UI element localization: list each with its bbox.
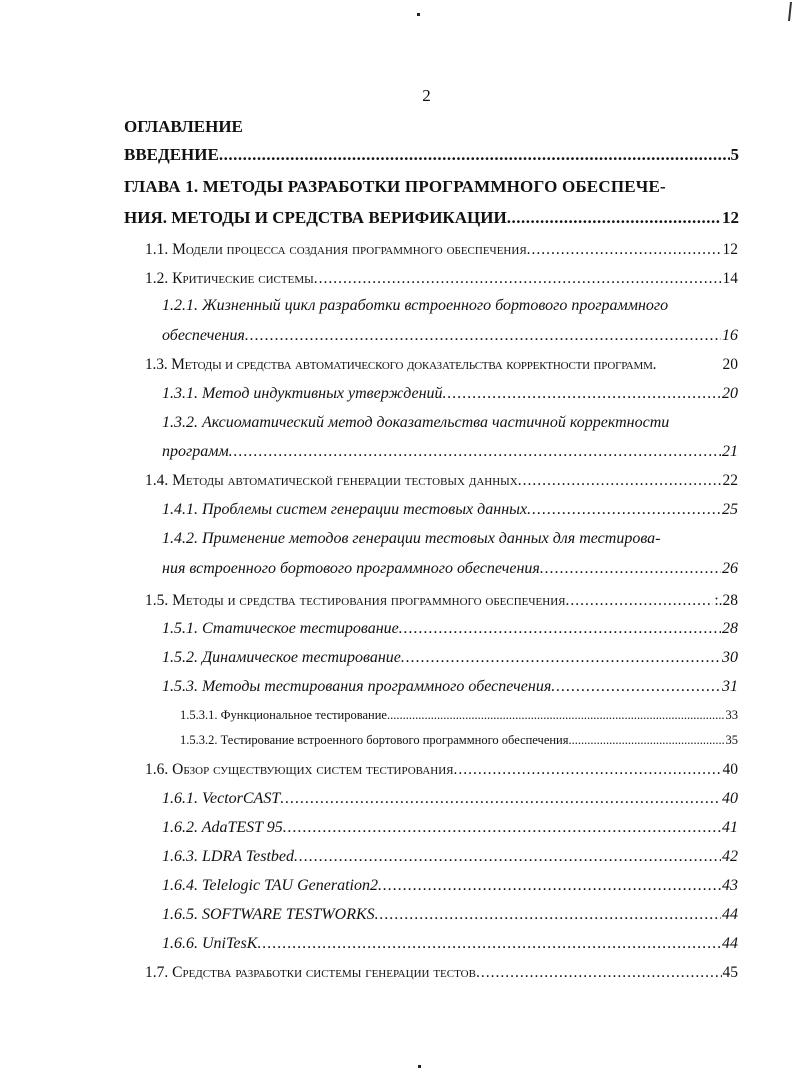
toc-entry-1-5-2[interactable] bbox=[162, 649, 738, 667]
toc-entry-page: 42 bbox=[722, 848, 738, 865]
toc-entry-label: 1.1. Модели процесса создания программного обеспечения bbox=[145, 241, 527, 258]
toc-entry-1-5-3[interactable] bbox=[162, 678, 738, 696]
toc-entry-1-6-2[interactable] bbox=[162, 819, 738, 837]
toc-entry-page: 26 bbox=[722, 560, 738, 577]
toc-entry-1-5[interactable] bbox=[145, 592, 738, 610]
toc-entry-1-6-6[interactable] bbox=[162, 935, 738, 953]
toc-leader-dots bbox=[229, 443, 721, 461]
scan-edge-mark bbox=[788, 2, 792, 21]
toc-entry-label: НИЯ. МЕТОДЫ И СРЕДСТВА ВЕРИФИКАЦИИ bbox=[124, 208, 507, 227]
toc-entry-1-6-5[interactable] bbox=[162, 906, 738, 924]
toc-entry-intro[interactable] bbox=[124, 145, 739, 165]
toc-entry-1-4-1[interactable] bbox=[162, 501, 738, 519]
toc-entry-label: 1.5. Методы и средства тестирования программного обеспечения bbox=[145, 592, 566, 609]
toc-entry-1-3[interactable] bbox=[145, 356, 738, 374]
toc-leader-dots bbox=[280, 790, 721, 808]
toc-entry-page: 40 bbox=[722, 790, 738, 807]
toc-entry-1-6-1[interactable] bbox=[162, 790, 738, 808]
toc-chapter1-line1[interactable]: ГЛАВА 1. МЕТОДЫ РАЗРАБОТКИ ПРОГРАММНОГО ОБЕСПЕЧЕ- bbox=[124, 177, 666, 196]
toc-entry-page: 21 bbox=[722, 443, 738, 460]
toc-entry-page: 35 bbox=[725, 733, 738, 747]
toc-entry-label: программ bbox=[162, 443, 229, 460]
toc-entry-label: 1.6.4. Telelogic TAU Generation2 bbox=[162, 877, 378, 894]
toc-entry-1-4-2[interactable] bbox=[162, 560, 738, 578]
toc-entry-page: 40 bbox=[722, 761, 738, 778]
toc-entry-label: 1.6.6. UniTesK bbox=[162, 935, 258, 952]
toc-entry-1-3-1[interactable] bbox=[162, 385, 738, 403]
toc-heading: ОГЛАВЛЕНИЕ bbox=[124, 117, 243, 136]
toc-leader-dots bbox=[294, 848, 721, 866]
toc-entry-1-5-3-1[interactable] bbox=[180, 708, 738, 723]
toc-entry-1-7[interactable] bbox=[145, 964, 738, 982]
toc-leader-dots bbox=[569, 733, 725, 748]
toc-entry-1-6-3[interactable] bbox=[162, 848, 738, 866]
toc-entry-page: :.28 bbox=[714, 592, 738, 609]
toc-entry-label: 1.5.1. Статическое тестирование bbox=[162, 620, 399, 637]
toc-entry-label: 1.3. Методы и средства автоматического доказательства корректности программ. bbox=[145, 356, 657, 373]
toc-entry-page: 30 bbox=[722, 649, 738, 666]
toc-entry-label: 1.6.5. SOFTWARE TESTWORKS bbox=[162, 906, 375, 923]
toc-entry-page: 28 bbox=[722, 620, 738, 637]
toc-leader-dots bbox=[219, 145, 730, 165]
toc-entry-page: 22 bbox=[722, 472, 738, 489]
toc-leader-dots bbox=[257, 935, 721, 953]
toc-leader-dots bbox=[401, 649, 721, 667]
toc-entry-label: 1.6.2. AdaTEST 95 bbox=[162, 819, 283, 836]
toc-entry-page: 12 bbox=[722, 241, 738, 258]
toc-leader-dots bbox=[527, 241, 722, 259]
toc-entry-page: 20 bbox=[722, 385, 738, 402]
toc-entry-label: 1.5.3.1. Функциональное тестирование bbox=[180, 708, 387, 722]
toc-entry-label: 1.6.1. VectorCAST bbox=[162, 790, 281, 807]
scan-speck-top bbox=[417, 13, 420, 16]
toc-entry-1-2-1-line1[interactable]: 1.2.1. Жизненный цикл разработки встроенного бортового программного bbox=[162, 297, 669, 314]
toc-entry-label: 1.6. Обзор существующих систем тестирования bbox=[145, 761, 454, 778]
toc-entry-page: 33 bbox=[725, 708, 738, 722]
toc-entry-label: 1.5.3. Методы тестирования программного обеспечения bbox=[162, 678, 552, 695]
toc-entry-1-4-2-line1[interactable]: 1.4.2. Применение методов генерации тестовых данных для тестирова- bbox=[162, 530, 661, 547]
toc-entry-1-5-3-2[interactable] bbox=[180, 733, 738, 748]
toc-leader-dots bbox=[314, 270, 722, 288]
toc-entry-page: 44 bbox=[722, 906, 738, 923]
toc-entry-page: 25 bbox=[722, 501, 738, 518]
toc-entry-label: 1.5.2. Динамическое тестирование bbox=[162, 649, 401, 666]
toc-entry-label: 1.7. Средства разработки системы генерации тестов bbox=[145, 964, 476, 981]
toc-leader-dots bbox=[476, 964, 722, 982]
toc-entry-label: 1.4. Методы автоматической генерации тестовых данных bbox=[145, 472, 518, 489]
toc-entry-page: 31 bbox=[722, 678, 738, 695]
toc-leader-dots bbox=[399, 620, 721, 638]
toc-leader-dots bbox=[507, 208, 721, 228]
toc-leader-dots bbox=[387, 708, 725, 723]
toc-entry-label: 1.2. Критические системы bbox=[145, 270, 314, 287]
toc-leader-dots bbox=[245, 327, 721, 345]
toc-leader-dots bbox=[378, 877, 721, 895]
toc-entry-1-2[interactable] bbox=[145, 270, 738, 288]
toc-entry-page: 5 bbox=[730, 145, 739, 164]
toc-leader-dots bbox=[283, 819, 721, 837]
toc-entry-page: 12 bbox=[722, 208, 739, 227]
toc-leader-dots bbox=[527, 501, 721, 519]
toc-entry-1-3-2[interactable] bbox=[162, 443, 738, 461]
toc-entry-1-3-2-line1[interactable]: 1.3.2. Аксиоматический метод доказательства частичной корректности bbox=[162, 414, 670, 431]
toc-leader-dots bbox=[518, 472, 722, 490]
toc-entry-1-6[interactable] bbox=[145, 761, 738, 779]
toc-entry-label: 1.5.3.2. Тестирование встроенного бортового программного обеспечения bbox=[180, 733, 569, 747]
toc-entry-label: ВВЕДЕНИЕ bbox=[124, 145, 219, 164]
toc-entry-label: 1.3.1. Метод индуктивных утверждений bbox=[162, 385, 443, 402]
toc-leader-dots bbox=[551, 678, 721, 696]
toc-entry-page: 20 bbox=[722, 356, 738, 373]
toc-entry-1-6-4[interactable] bbox=[162, 877, 738, 895]
scan-speck-bottom bbox=[418, 1065, 421, 1068]
toc-entry-1-2-1[interactable] bbox=[162, 327, 738, 345]
toc-entry-1-1[interactable] bbox=[145, 241, 738, 259]
toc-entry-page: 44 bbox=[722, 935, 738, 952]
toc-entry-page: 16 bbox=[722, 327, 738, 344]
toc-entry-label: 1.6.3. LDRA Testbed bbox=[162, 848, 295, 865]
toc-entry-label: 1.4.1. Проблемы систем генерации тестовых данных bbox=[162, 501, 528, 518]
toc-entry-page: 43 bbox=[722, 877, 738, 894]
toc-entry-label: обеспечения bbox=[162, 327, 245, 344]
toc-entry-page: 45 bbox=[722, 964, 738, 981]
toc-entry-page: 41 bbox=[722, 819, 738, 836]
toc-leader-dots bbox=[540, 560, 721, 578]
toc-leader-dots bbox=[454, 761, 722, 779]
toc-entry-label: ния встроенного бортового программного обеспечения bbox=[162, 560, 540, 577]
toc-entry-1-5-1[interactable] bbox=[162, 620, 738, 638]
toc-leader-dots bbox=[375, 906, 721, 924]
toc-entry-chapter1[interactable] bbox=[124, 208, 739, 228]
page-number: 2 bbox=[422, 86, 431, 105]
toc-entry-page: 14 bbox=[722, 270, 738, 287]
toc-entry-1-4[interactable] bbox=[145, 472, 738, 490]
toc-leader-dots bbox=[565, 592, 713, 610]
toc-leader-dots bbox=[443, 385, 721, 403]
